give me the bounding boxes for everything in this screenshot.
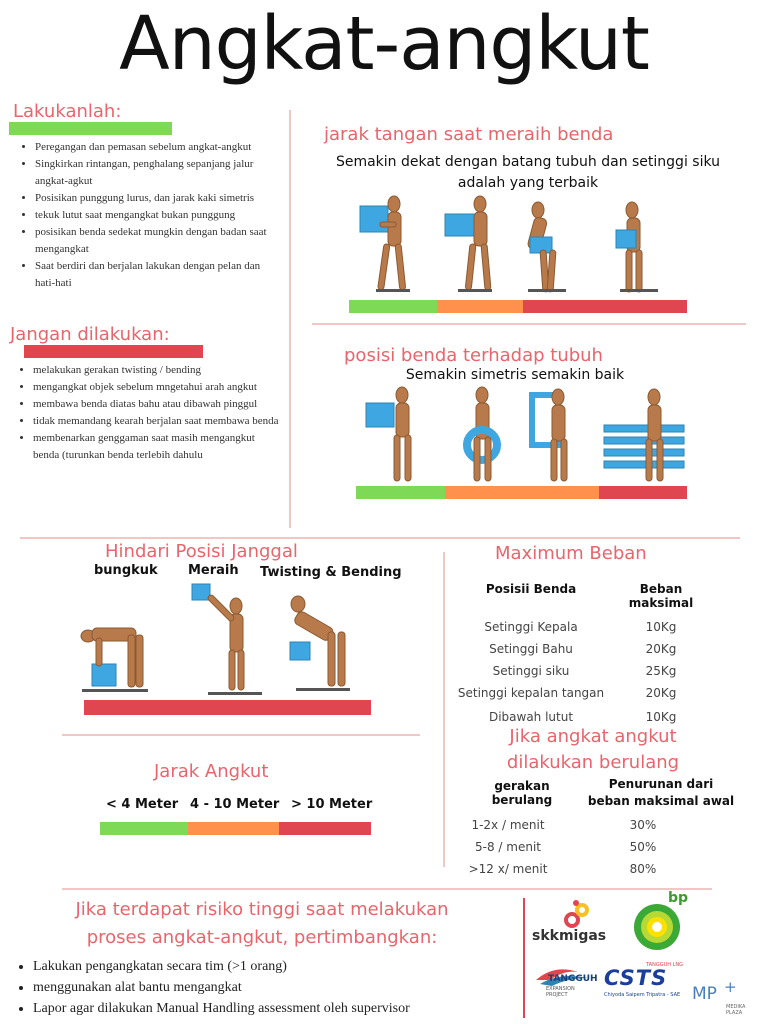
skkmigas-mark-icon [558, 898, 598, 932]
position-bar-green [356, 486, 445, 499]
repeat-rows [462, 814, 732, 880]
table-row: >12 x/ menit 80% [468, 862, 657, 876]
list-item: • Peregangan dan pemasan sebelum angkat-angkut [35, 139, 282, 156]
box-icon [616, 230, 636, 248]
divider-vertical-top [289, 110, 291, 528]
reach-bar-green [349, 300, 437, 313]
risk-list [16, 956, 516, 1019]
list-item: • menggunakan alat bantu mengangkat [33, 977, 516, 998]
position-bar-red [599, 486, 687, 499]
csts-text: CSTS [604, 966, 668, 990]
maxload-rows [456, 616, 716, 730]
list-item: • Lapor agar dilakukan Manual Handling assessment oleh supervisor [33, 998, 516, 1019]
distance-bar-green [100, 822, 188, 835]
list-item: • membenarkan genggaman saat masih mengangkut benda (turunkan benda terlebih dahulu [33, 430, 280, 464]
distance-bar-orange [188, 822, 279, 835]
csts-top-text: TANGGUH LNG [646, 962, 683, 968]
repeat-table [462, 776, 752, 880]
plus-icon: + [724, 978, 737, 996]
list-item: • Lakukan pengangkatan secara tim (>1 orang) [33, 956, 516, 977]
position-subtitle: Semakin simetris semakin baik [405, 367, 625, 383]
maxload-col2: Beban maksimal [628, 582, 694, 610]
page-title: Angkat-angkut [119, 1, 649, 87]
do-list [20, 139, 282, 292]
awkward-red-bar [84, 700, 371, 715]
repeat-heading-line1: Jika angkat angkut [509, 726, 677, 747]
figure-reach-close [527, 202, 566, 292]
list-item: • tidak memandang kearah berjalan saat membawa benda [33, 413, 280, 430]
box-icon [192, 584, 210, 600]
bp-logo[interactable] [632, 890, 690, 950]
repeat-col1: gerakan berulang [491, 779, 553, 807]
pallet-icon [604, 425, 684, 468]
risk-list-wrap [16, 956, 516, 1019]
maxload-heading: Maximum Beban [495, 543, 647, 564]
box-icon [445, 214, 475, 236]
tangguh-subtext: EXPANSION PROJECT [546, 986, 575, 998]
divider-horizontal-2 [62, 888, 712, 890]
box-icon [360, 206, 388, 232]
figure-reaching [192, 584, 262, 695]
figure-twisting [290, 596, 350, 691]
bp-text: bp [668, 890, 689, 906]
risk-heading-line1: Jika terdapat risiko tinggi saat melakukan [75, 899, 449, 920]
box-icon [92, 664, 116, 686]
figure-reach-elbow [616, 202, 658, 292]
repeat-heading-line2: dilakukan berulang [506, 752, 680, 773]
do-green-bar [9, 122, 172, 135]
list-item: • Posisikan punggung lurus, dan jarak kaki simetris [35, 190, 282, 207]
mp-subtext: MEDIKA PLAZA [726, 1004, 746, 1016]
box-icon [290, 642, 310, 660]
figure-carry-side [366, 387, 411, 481]
divider-vertical-middle [443, 552, 445, 867]
table-row: Setinggi Bahu 20Kg [489, 642, 677, 656]
position-heading: posisi benda terhadap tubuh [344, 345, 603, 366]
risk-heading [20, 896, 504, 952]
list-item: • Saat berdiri dan berjalan lakukan dengan pelan dan hati-hati [35, 258, 282, 292]
csts-logo[interactable] [604, 962, 684, 1002]
list-item: • mengangkat objek sebelum mngetahui arah angkut [33, 379, 280, 396]
distance-label-long: > 10 Meter [291, 797, 373, 812]
table-row: 5-8 / menit 50% [475, 840, 657, 854]
reach-subtitle: Semakin dekat dengan batang tubuh dan setinggi siku adalah yang terbaik [335, 154, 721, 191]
figure-carry-pallet [604, 389, 684, 481]
skkmigas-text: skkmigas [532, 928, 607, 944]
repeat-heading [478, 724, 708, 776]
risk-heading-line2: proses angkat-angkut, pertimbangkan: [86, 927, 438, 948]
list-item: • membawa benda diatas bahu atau dibawah pinggul [33, 396, 280, 413]
dont-list [18, 362, 280, 464]
figure-carry-ring [467, 387, 497, 481]
mp-text: MP [692, 984, 717, 1004]
tangguh-text: TANGGUH [548, 974, 598, 984]
table-row: Dibawah lutut 10Kg [488, 710, 677, 724]
box-icon [366, 403, 394, 427]
repeat-col2: Penurunan dari beban maksimal awal [587, 777, 735, 808]
distance-label-medium: 4 - 10 Meter [190, 797, 280, 812]
distance-bar-red [279, 822, 371, 835]
figure-reach-mid [445, 196, 492, 292]
reach-heading: jarak tangan saat meraih benda [324, 124, 614, 145]
reach-bar-orange [437, 300, 523, 313]
awkward-label-bungkuk: bungkuk [94, 563, 158, 578]
divider-right-middle [312, 323, 746, 325]
do-heading: Lakukanlah: [13, 101, 122, 122]
tangguh-logo[interactable] [534, 964, 598, 1004]
list-item: • tekuk lutut saat mengangkat bukan punggung [35, 207, 282, 224]
reach-bar-red [523, 300, 687, 313]
maxload-col1: Posisii Benda [485, 582, 577, 596]
awkward-illustration [78, 580, 378, 698]
position-bar-orange [445, 486, 599, 499]
dont-red-bar [24, 345, 203, 358]
distance-heading: Jarak Angkut [154, 761, 269, 782]
list-item: • posisikan benda sedekat mungkin dengan badan saat mengangkat [35, 224, 282, 258]
csts-subtext: Chiyoda Saipem Tripatra - SAE [604, 992, 681, 998]
awkward-heading: Hindari Posisi Janggal [105, 541, 298, 562]
medika-plaza-logo[interactable] [692, 978, 762, 1016]
table-row: Setinggi kepalan tangan 20Kg [457, 686, 677, 700]
divider-logos [523, 898, 525, 1018]
bp-helios-icon [632, 902, 682, 952]
do-list-wrap [20, 139, 282, 292]
dont-heading: Jangan dilakukan: [10, 324, 170, 345]
list-item: • melakukan gerakan twisting / bending [33, 362, 280, 379]
awkward-label-twisting: Twisting & Bending [260, 565, 402, 580]
list-item: • Singkirkan rintangan, penghalang sepanjang jalur angkat-agkut [35, 156, 282, 190]
table-row: Setinggi Kepala 10Kg [484, 620, 677, 634]
table-row: Setinggi siku 25Kg [492, 664, 677, 678]
maxload-table [456, 582, 726, 730]
figure-carry-chair [532, 389, 567, 481]
table-row: 1-2x / menit 30% [471, 818, 657, 832]
divider-left-mid [62, 734, 420, 736]
divider-horizontal-1 [20, 537, 740, 539]
skkmigas-logo[interactable] [532, 898, 624, 948]
reach-illustration [340, 192, 692, 314]
awkward-label-meraih: Meraih [188, 563, 239, 578]
dont-list-wrap [18, 362, 280, 464]
distance-label-short: < 4 Meter [106, 797, 179, 812]
position-illustration [360, 385, 690, 485]
figure-bending [81, 628, 148, 692]
figure-reach-far [360, 196, 410, 292]
